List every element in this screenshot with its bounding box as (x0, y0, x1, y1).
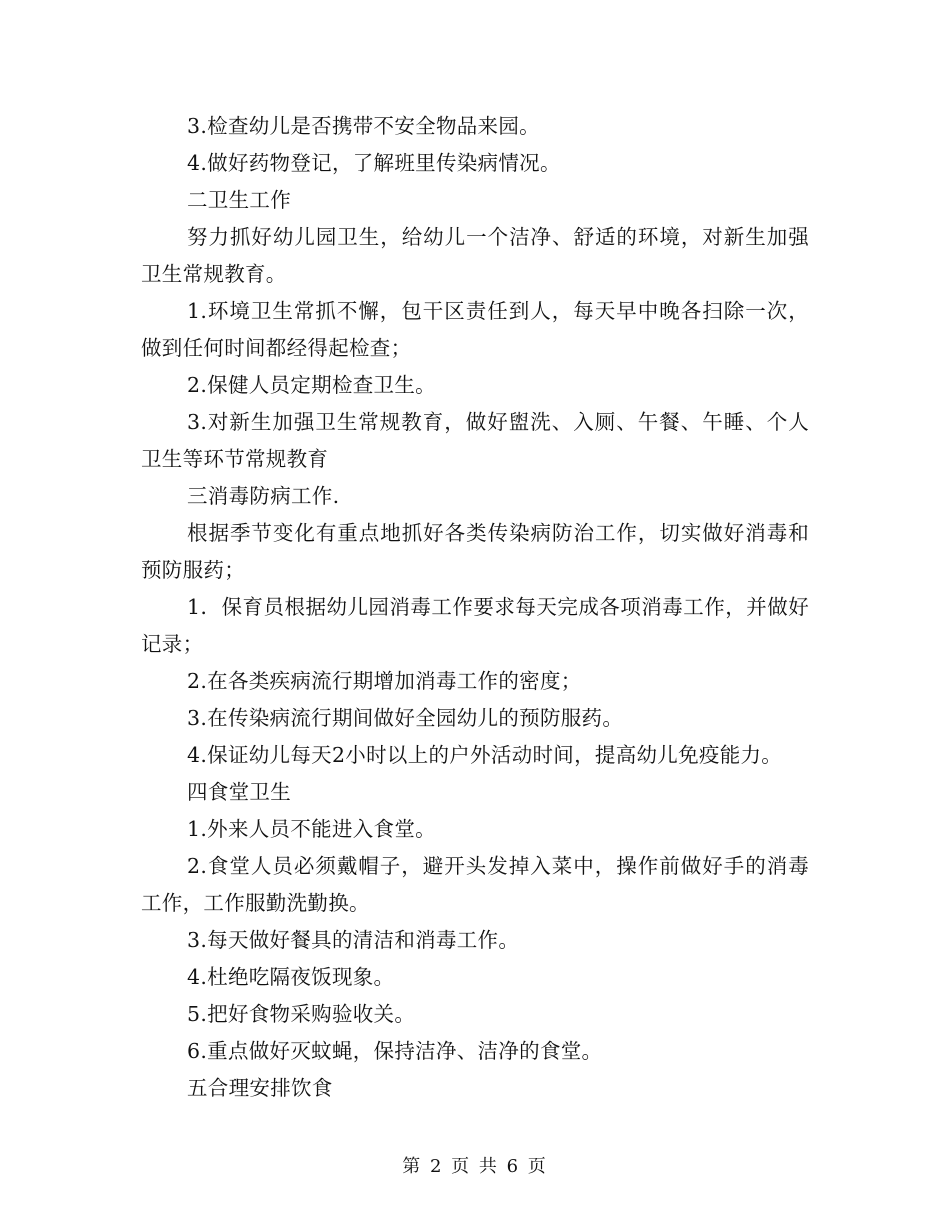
canteen-item-5: 5.把好食物采购验收关。 (187, 1002, 416, 1026)
canteen-item-1: 1.外来人员不能进入食堂。 (187, 817, 436, 841)
disinfection-intro-paragraph: 根据季节变化有重点地抓好各类传染病防治工作，切实做好消毒和预防服药； (141, 521, 809, 582)
paragraph-item-4: 4.做好药物登记，了解班里传染病情况。 (187, 151, 561, 175)
page-number-footer: 第 2 页 共 6 页 (402, 1156, 548, 1177)
canteen-item-2: 2.食堂人员必须戴帽子，避开头发掉入菜中，操作前做好手的消毒工作，工作服勤洗勤换。 (141, 854, 809, 915)
disinfection-item-3: 3.在传染病流行期间做好全园幼儿的预防服药。 (187, 706, 624, 730)
hygiene-item-3: 3.对新生加强卫生常规教育，做好盥洗、入厕、午餐、午睡、个人卫生等环节常规教育 (141, 410, 809, 471)
disinfection-item-1: 1．保育员根据幼儿园消毒工作要求每天完成各项消毒工作，并做好记录； (141, 595, 809, 656)
document-body (141, 108, 809, 1107)
disinfection-item-2: 2.在各类疾病流行期增加消毒工作的密度； (187, 669, 582, 693)
section-heading-disinfection: 三消毒防病工作. (187, 484, 340, 508)
hygiene-item-1: 1.环境卫生常抓不懈，包干区责任到人，每天早中晚各扫除一次，做到任何时间都经得起检查； (141, 299, 809, 360)
hygiene-intro-paragraph: 努力抓好幼儿园卫生，给幼儿一个洁净、舒适的环境，对新生加强卫生常规教育。 (141, 225, 809, 286)
section-heading-diet: 五合理安排饮食 (187, 1076, 333, 1100)
canteen-item-6: 6.重点做好灭蚊蝇，保持洁净、洁净的食堂。 (187, 1039, 603, 1063)
section-heading-canteen: 四食堂卫生 (187, 780, 291, 804)
canteen-item-3: 3.每天做好餐具的清洁和消毒工作。 (187, 928, 520, 952)
canteen-item-4: 4.杜绝吃隔夜饭现象。 (187, 965, 395, 989)
paragraph-item-3: 3.检查幼儿是否携带不安全物品来园。 (187, 114, 540, 138)
disinfection-item-4: 4.保证幼儿每天2小时以上的户外活动时间，提高幼儿免疫能力。 (187, 743, 783, 767)
section-heading-hygiene: 二卫生工作 (187, 188, 291, 212)
hygiene-item-2: 2.保健人员定期检查卫生。 (187, 373, 436, 397)
